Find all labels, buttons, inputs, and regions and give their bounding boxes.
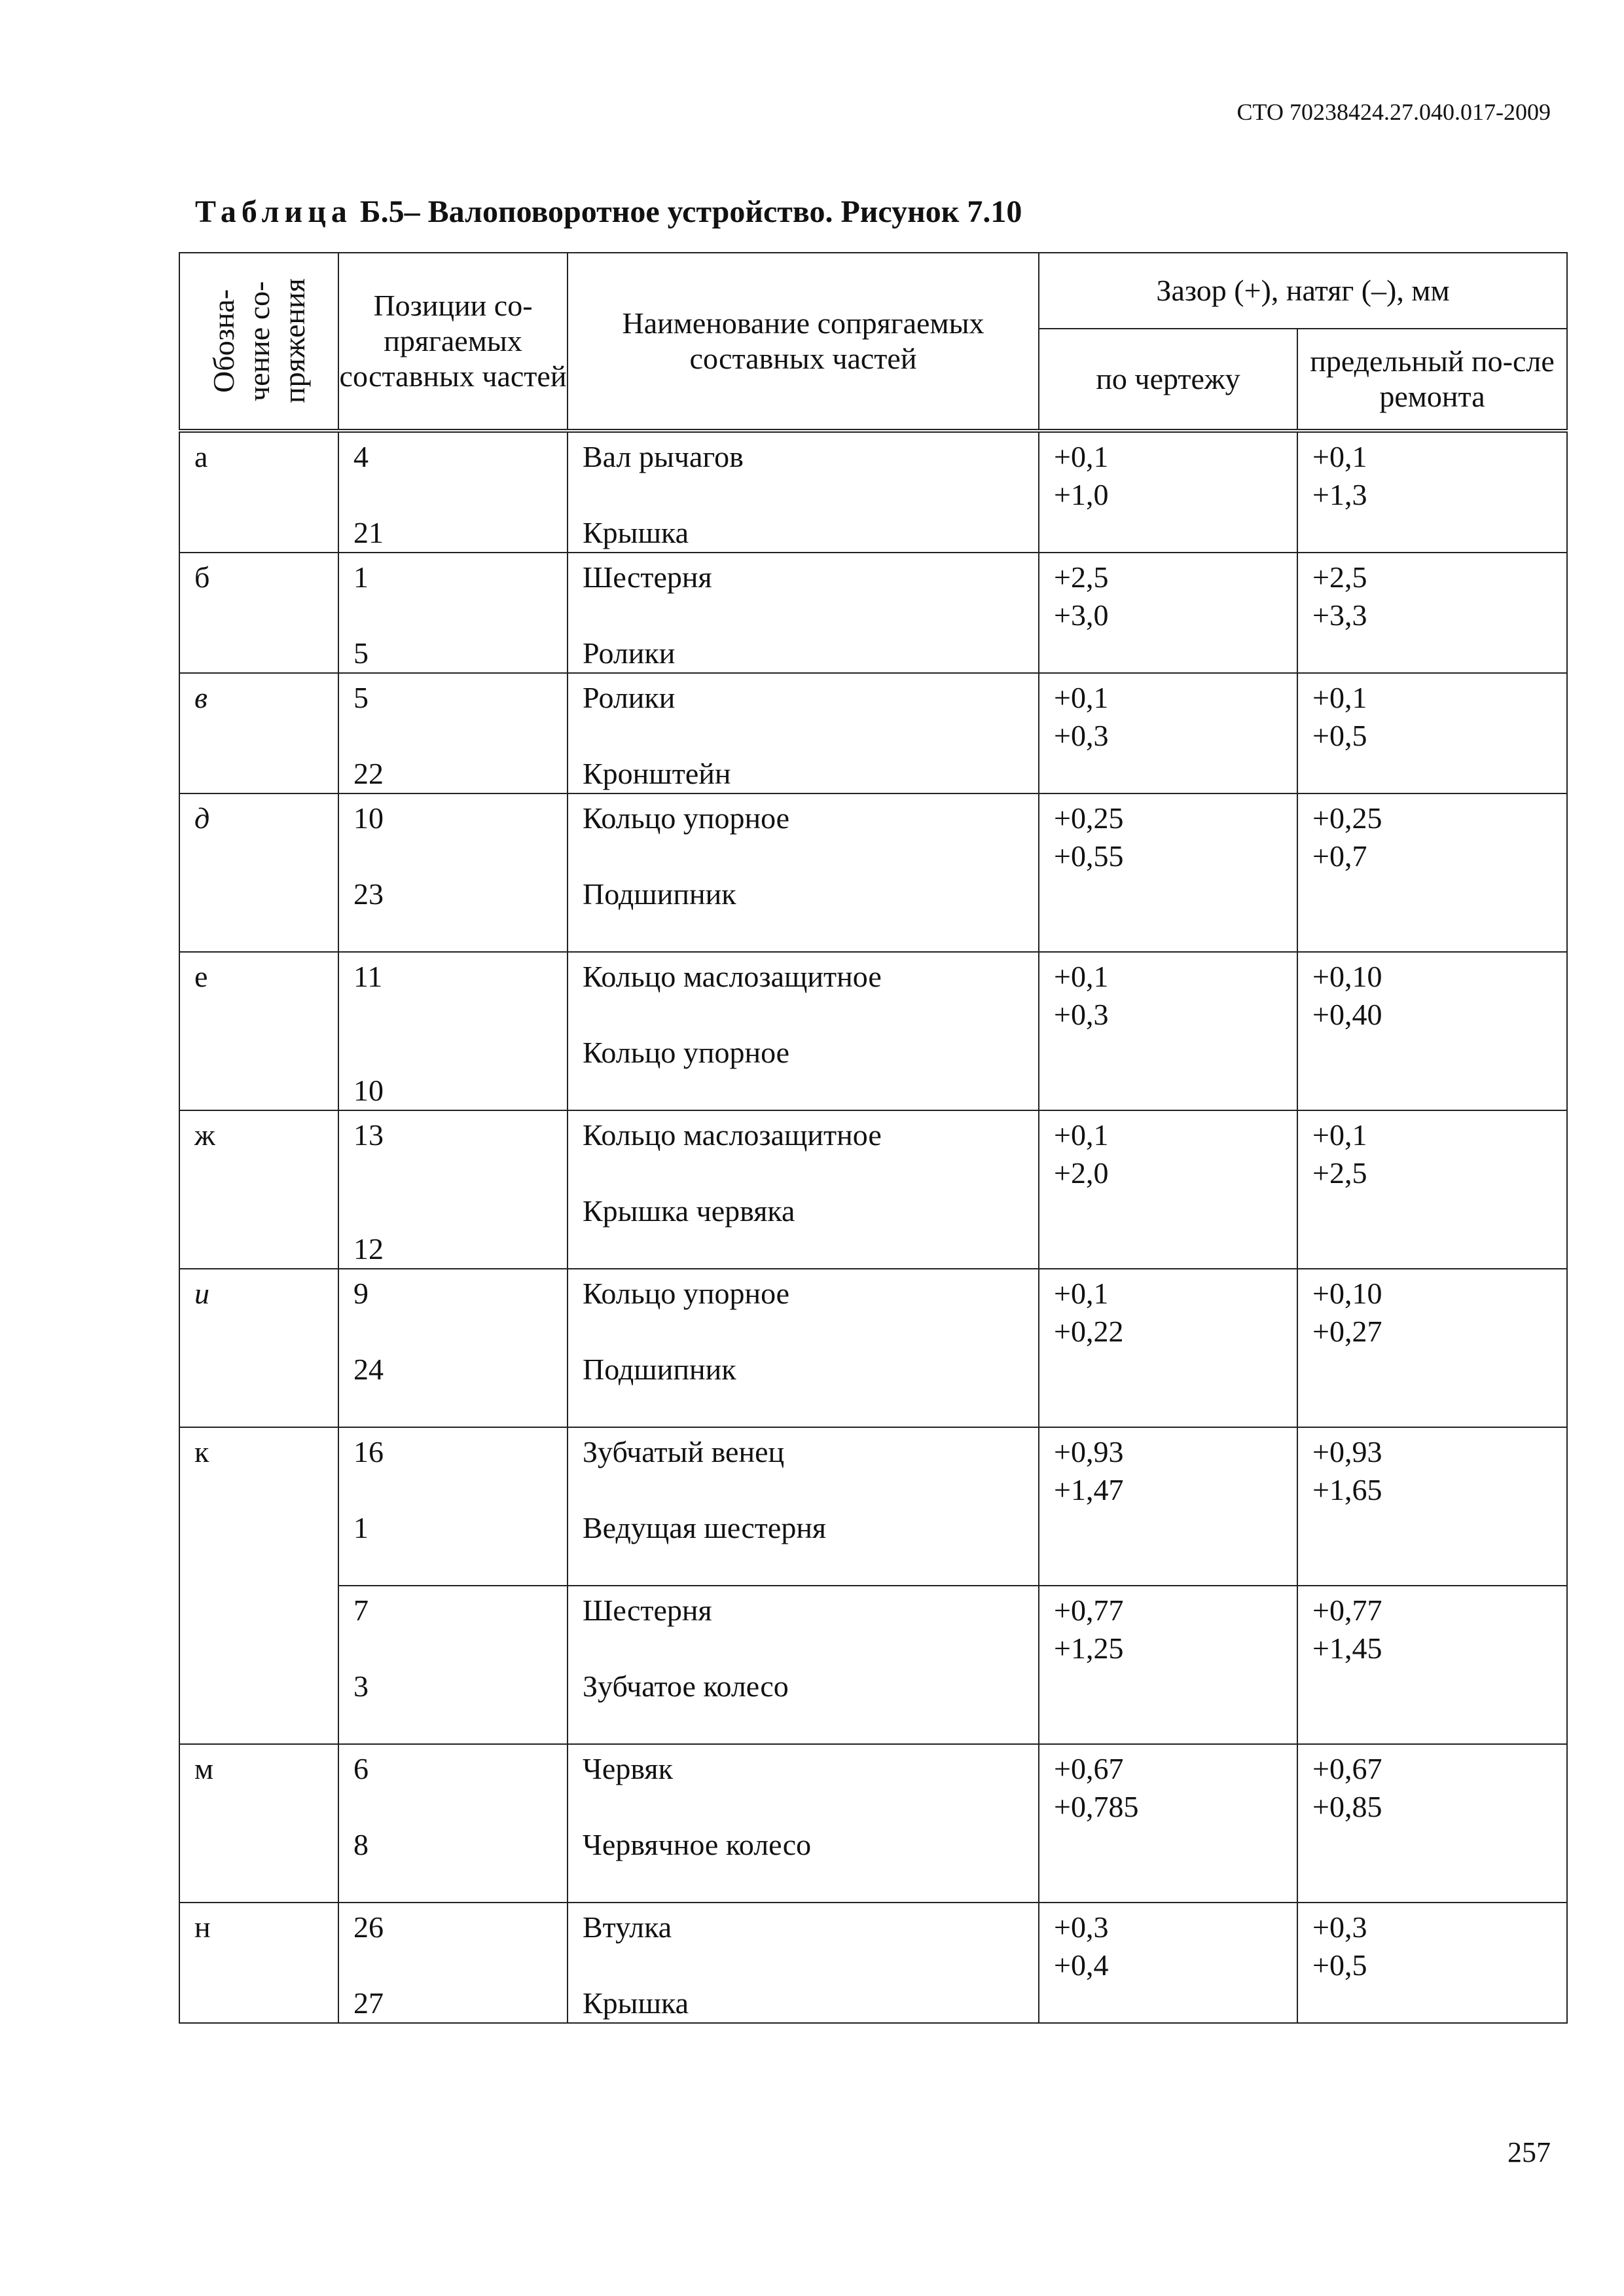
by-drawing-line	[1054, 1034, 1297, 1072]
by-drawing-line: +0,55	[1054, 839, 1124, 873]
limit-line	[1312, 875, 1566, 913]
by-drawing-line	[1054, 1509, 1297, 1547]
names-line: Шестерня	[583, 1594, 712, 1627]
page-number: 257	[1507, 2136, 1551, 2168]
by-drawing-line: +0,4	[1054, 1948, 1109, 1982]
limit-line: +0,7	[1312, 839, 1367, 873]
limit-line: +1,45	[1312, 1631, 1382, 1665]
limit-line	[1312, 1984, 1566, 2022]
limit-line: +2,5	[1312, 560, 1367, 594]
table-row	[179, 1269, 1567, 1427]
positions-line: 23	[353, 877, 384, 911]
positions-line: 13	[353, 1118, 384, 1152]
limit-cell	[1297, 1744, 1567, 1903]
by-drawing-line	[1054, 514, 1297, 552]
by-drawing-cell	[1039, 1110, 1297, 1269]
table-body	[179, 431, 1567, 2023]
by-drawing-line: +0,1	[1054, 1277, 1109, 1310]
by-drawing-line: +0,3	[1054, 1910, 1109, 1944]
limit-cell	[1297, 1427, 1567, 1586]
by-drawing-line	[1054, 634, 1297, 672]
positions-line	[353, 1471, 567, 1509]
names-line	[583, 1547, 1038, 1585]
limit-line: +0,1	[1312, 1118, 1367, 1152]
positions-line	[353, 1154, 567, 1192]
positions-line: 4	[353, 440, 369, 473]
names-line	[583, 837, 1038, 875]
table-caption	[195, 194, 1022, 230]
limit-line	[1312, 1389, 1566, 1427]
by-drawing-line: +0,25	[1054, 801, 1124, 835]
names-line	[583, 1072, 1038, 1110]
names-line: Червяк	[583, 1752, 673, 1785]
names-line: Ролики	[583, 681, 676, 714]
header-by-drawing: по чертежу	[1039, 329, 1297, 431]
limit-line: +0,93	[1312, 1435, 1382, 1468]
positions-line	[353, 1864, 567, 1902]
names-line: Червячное колесо	[583, 1828, 812, 1861]
document-code: СТО 70238424.27.040.017-2009	[1236, 99, 1551, 125]
limit-cell	[1297, 673, 1567, 793]
positions-line: 21	[353, 516, 384, 549]
by-drawing-cell	[1039, 1903, 1297, 2023]
positions-line	[353, 717, 567, 755]
positions-line: 1	[353, 1511, 369, 1544]
by-drawing-line	[1054, 1230, 1297, 1268]
limit-cell	[1297, 1110, 1567, 1269]
limit-line: +1,65	[1312, 1473, 1382, 1506]
limit-line: +2,5	[1312, 1156, 1367, 1190]
designation-text: е	[194, 960, 208, 993]
names-line	[583, 1630, 1038, 1667]
limit-cell	[1297, 1586, 1567, 1744]
limit-line	[1312, 634, 1566, 672]
names-line	[583, 1313, 1038, 1351]
positions-line	[353, 1630, 567, 1667]
names-line: Кольцо упорное	[583, 1036, 790, 1069]
names-line	[583, 1788, 1038, 1826]
names-cell	[568, 431, 1039, 553]
positions-line	[353, 1192, 567, 1230]
by-drawing-line	[1054, 913, 1297, 951]
positions-cell	[338, 1903, 568, 2023]
by-drawing-line	[1054, 1389, 1297, 1427]
names-line: Шестерня	[583, 560, 712, 594]
by-drawing-line: +0,1	[1054, 960, 1109, 993]
positions-line: 5	[353, 681, 369, 714]
limit-line: +0,1	[1312, 681, 1367, 714]
positions-line: 3	[353, 1669, 369, 1703]
positions-cell	[338, 553, 568, 673]
by-drawing-cell	[1039, 1744, 1297, 1903]
limit-line	[1312, 1667, 1566, 1705]
limit-line	[1312, 1864, 1566, 1902]
names-cell	[568, 1269, 1039, 1427]
limit-line	[1312, 1072, 1566, 1110]
header-positions: Позиции со-прягаемых составных частей	[338, 253, 568, 431]
designation-text: б	[194, 560, 210, 594]
limit-cell	[1297, 1903, 1567, 2023]
positions-cell	[338, 431, 568, 553]
limit-cell	[1297, 431, 1567, 553]
limit-line: +0,27	[1312, 1315, 1382, 1348]
limit-line: +0,67	[1312, 1752, 1382, 1785]
limit-line: +0,1	[1312, 440, 1367, 473]
by-drawing-line	[1054, 755, 1297, 793]
names-line: Зубчатый венец	[583, 1435, 785, 1468]
names-line: Крышка	[583, 516, 689, 549]
by-drawing-line	[1054, 1667, 1297, 1705]
table-row	[179, 793, 1567, 952]
by-drawing-line: +0,22	[1054, 1315, 1124, 1348]
by-drawing-line: +0,3	[1054, 998, 1109, 1031]
positions-line	[353, 996, 567, 1034]
names-line	[583, 476, 1038, 514]
limit-line	[1312, 913, 1566, 951]
caption-label: Таблица	[195, 194, 352, 229]
limit-line	[1312, 1192, 1566, 1230]
table-row	[179, 553, 1567, 673]
names-line	[583, 1471, 1038, 1509]
names-line	[583, 1946, 1038, 1984]
names-line	[583, 1230, 1038, 1268]
positions-line: 24	[353, 1353, 384, 1386]
by-drawing-line: +0,67	[1054, 1752, 1124, 1785]
limit-line: +0,77	[1312, 1594, 1382, 1627]
positions-cell	[338, 952, 568, 1110]
by-drawing-cell	[1039, 1427, 1297, 1586]
names-line: Подшипник	[583, 877, 736, 911]
positions-cell	[338, 1269, 568, 1427]
positions-line: 9	[353, 1277, 369, 1310]
designation-text: д	[194, 801, 210, 835]
by-drawing-line	[1054, 1864, 1297, 1902]
limit-line: +0,5	[1312, 1948, 1367, 1982]
by-drawing-line	[1054, 1826, 1297, 1864]
limit-line: +3,3	[1312, 598, 1367, 632]
designation-cell	[179, 1269, 338, 1427]
limit-line: +0,85	[1312, 1790, 1382, 1823]
designation-text: и	[194, 1277, 209, 1310]
names-line: Подшипник	[583, 1353, 736, 1386]
positions-line: 10	[353, 1074, 384, 1107]
by-drawing-line: +1,25	[1054, 1631, 1124, 1665]
header-gap-group: Зазор (+), натяг (–), мм	[1039, 253, 1567, 329]
limit-line	[1312, 1705, 1566, 1743]
designation-cell	[179, 1744, 338, 1903]
table-row	[179, 1110, 1567, 1269]
table-row	[179, 1586, 1567, 1744]
table-row	[179, 952, 1567, 1110]
names-line: Вал рычагов	[583, 440, 744, 473]
names-line: Крышка червяка	[583, 1194, 795, 1228]
names-line	[583, 1864, 1038, 1902]
names-line	[583, 717, 1038, 755]
designation-cell	[179, 1427, 338, 1744]
limit-line: +0,10	[1312, 1277, 1382, 1310]
designation-cell	[179, 553, 338, 673]
limit-line	[1312, 1230, 1566, 1268]
table-row	[179, 1903, 1567, 2023]
positions-line	[353, 1389, 567, 1427]
limit-cell	[1297, 793, 1567, 952]
by-drawing-line	[1054, 1984, 1297, 2022]
mating-parts-table	[179, 252, 1568, 2024]
by-drawing-line	[1054, 1547, 1297, 1585]
designation-text: к	[194, 1435, 209, 1468]
names-line: Втулка	[583, 1910, 672, 1944]
names-cell	[568, 1903, 1039, 2023]
by-drawing-cell	[1039, 1269, 1297, 1427]
positions-line: 27	[353, 1986, 384, 2020]
names-line	[583, 596, 1038, 634]
table-row	[179, 1427, 1567, 1586]
names-line	[583, 1705, 1038, 1743]
limit-line: +0,5	[1312, 719, 1367, 752]
positions-line: 8	[353, 1828, 369, 1861]
positions-line: 1	[353, 560, 369, 594]
by-drawing-line: +0,1	[1054, 681, 1109, 714]
names-cell	[568, 1110, 1039, 1269]
positions-line	[353, 1788, 567, 1826]
positions-line	[353, 1313, 567, 1351]
by-drawing-line: +0,3	[1054, 719, 1109, 752]
names-cell	[568, 1586, 1039, 1744]
names-cell	[568, 553, 1039, 673]
positions-line: 26	[353, 1910, 384, 1944]
by-drawing-cell	[1039, 1586, 1297, 1744]
by-drawing-line: +0,93	[1054, 1435, 1124, 1468]
positions-line: 22	[353, 757, 384, 790]
names-cell	[568, 673, 1039, 793]
positions-line	[353, 913, 567, 951]
table-row	[179, 431, 1567, 553]
by-drawing-line	[1054, 1705, 1297, 1743]
positions-line	[353, 837, 567, 875]
table-row	[179, 673, 1567, 793]
positions-cell	[338, 673, 568, 793]
designation-cell	[179, 431, 338, 553]
names-cell	[568, 1744, 1039, 1903]
positions-line: 10	[353, 801, 384, 835]
table-row	[179, 1744, 1567, 1903]
positions-line	[353, 1547, 567, 1585]
limit-line	[1312, 1351, 1566, 1389]
positions-cell	[338, 1110, 568, 1269]
names-line: Кольцо упорное	[583, 801, 790, 835]
by-drawing-line	[1054, 1351, 1297, 1389]
header-designation	[179, 253, 338, 431]
names-line: Крышка	[583, 1986, 689, 2020]
by-drawing-cell	[1039, 952, 1297, 1110]
header-designation-text: Обозна-чение со-пряжения	[206, 278, 311, 404]
names-line: Кольцо маслозащитное	[583, 960, 882, 993]
positions-cell	[338, 1744, 568, 1903]
designation-text: а	[194, 440, 208, 473]
designation-text: ж	[194, 1118, 215, 1152]
designation-cell	[179, 793, 338, 952]
limit-line: +0,3	[1312, 1910, 1367, 1944]
limit-line	[1312, 1509, 1566, 1547]
by-drawing-cell	[1039, 793, 1297, 952]
by-drawing-line: +2,5	[1054, 560, 1109, 594]
positions-cell	[338, 1427, 568, 1586]
positions-line	[353, 476, 567, 514]
names-line	[583, 913, 1038, 951]
names-line	[583, 1154, 1038, 1192]
names-line	[583, 996, 1038, 1034]
limit-cell	[1297, 952, 1567, 1110]
by-drawing-line: +0,1	[1054, 440, 1109, 473]
limit-line: +0,10	[1312, 960, 1382, 993]
limit-cell	[1297, 1269, 1567, 1427]
names-cell	[568, 793, 1039, 952]
names-line: Кольцо упорное	[583, 1277, 790, 1310]
names-line: Кольцо маслозащитное	[583, 1118, 882, 1152]
by-drawing-line: +1,47	[1054, 1473, 1124, 1506]
designation-text: в	[194, 681, 208, 714]
by-drawing-cell	[1039, 431, 1297, 553]
limit-line: +0,25	[1312, 801, 1382, 835]
by-drawing-line: +0,77	[1054, 1594, 1124, 1627]
by-drawing-line	[1054, 1192, 1297, 1230]
by-drawing-line: +3,0	[1054, 598, 1109, 632]
header-names: Наименование сопрягаемых составных частей	[568, 253, 1039, 431]
limit-line	[1312, 755, 1566, 793]
limit-cell	[1297, 553, 1567, 673]
designation-cell	[179, 952, 338, 1110]
positions-line: 11	[353, 960, 383, 993]
positions-line: 12	[353, 1232, 384, 1266]
names-line: Ролики	[583, 636, 676, 670]
by-drawing-line	[1054, 1072, 1297, 1110]
names-line	[583, 1389, 1038, 1427]
names-line: Зубчатое колесо	[583, 1669, 789, 1703]
names-line: Ведущая шестерня	[583, 1511, 827, 1544]
positions-line	[353, 1705, 567, 1743]
positions-cell	[338, 1586, 568, 1744]
header-limit-after-repair: предельный по-сле ремонта	[1297, 329, 1567, 431]
by-drawing-line: +0,1	[1054, 1118, 1109, 1152]
limit-line: +0,40	[1312, 998, 1382, 1031]
by-drawing-cell	[1039, 553, 1297, 673]
by-drawing-line: +2,0	[1054, 1156, 1109, 1190]
names-cell	[568, 1427, 1039, 1586]
names-line: Кронштейн	[583, 757, 731, 790]
limit-line	[1312, 1826, 1566, 1864]
designation-cell	[179, 1110, 338, 1269]
limit-line: +1,3	[1312, 478, 1367, 511]
positions-cell	[338, 793, 568, 952]
caption-title: Б.5– Валоповоротное устройство. Рисунок 7.10	[352, 194, 1022, 229]
names-cell	[568, 952, 1039, 1110]
positions-line	[353, 1034, 567, 1072]
designation-cell	[179, 673, 338, 793]
designation-cell	[179, 1903, 338, 2023]
positions-line: 16	[353, 1435, 384, 1468]
positions-line	[353, 1946, 567, 1984]
designation-text: м	[194, 1752, 214, 1785]
by-drawing-cell	[1039, 673, 1297, 793]
limit-line	[1312, 1034, 1566, 1072]
by-drawing-line: +1,0	[1054, 478, 1109, 511]
by-drawing-line	[1054, 875, 1297, 913]
positions-line: 5	[353, 636, 369, 670]
positions-line	[353, 596, 567, 634]
positions-line: 6	[353, 1752, 369, 1785]
limit-line	[1312, 1547, 1566, 1585]
designation-text: н	[194, 1910, 211, 1944]
positions-line: 7	[353, 1594, 369, 1627]
by-drawing-line: +0,785	[1054, 1790, 1139, 1823]
limit-line	[1312, 514, 1566, 552]
